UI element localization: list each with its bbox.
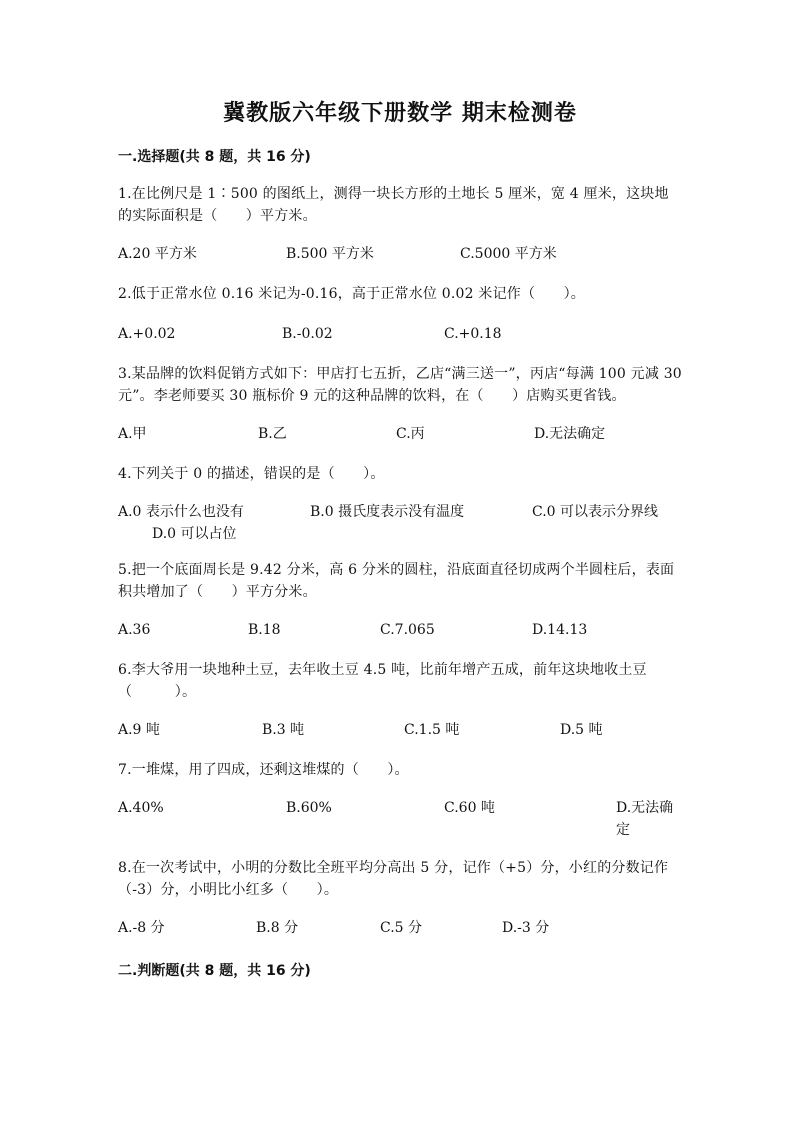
option-d[interactable]: D.-3 分 xyxy=(502,920,550,936)
option-a[interactable]: A.甲 xyxy=(118,426,147,442)
question-6 xyxy=(118,659,682,741)
question-stem: 5.把一个底面周长是 9.42 分米，高 6 分米的圆柱，沿底面直径切成两个半圆柱后，表面积共增加了（ ）平方分米。 xyxy=(118,562,675,600)
option-b[interactable]: B.3 吨 xyxy=(262,722,305,738)
option-a[interactable]: A.36 xyxy=(118,622,151,638)
option-c[interactable]: C.丙 xyxy=(396,426,425,442)
option-b[interactable]: B.0 摄氏度表示没有温度 xyxy=(310,504,465,520)
question-1 xyxy=(118,183,682,265)
option-a[interactable]: A.40% xyxy=(118,800,164,816)
option-b[interactable]: B.18 xyxy=(248,622,281,638)
option-b[interactable]: B.60% xyxy=(286,800,332,816)
option-row xyxy=(118,501,682,545)
section-heading-judgment: 二.判断题(共 8 题，共 16 分) xyxy=(118,963,311,979)
option-row xyxy=(118,797,682,841)
section-heading-choice: 一.选择题(共 8 题，共 16 分) xyxy=(118,149,311,165)
option-b[interactable]: B.500 平方米 xyxy=(286,246,374,262)
question-stem: 7.一堆煤，用了四成，还剩这堆煤的（ ）。 xyxy=(118,762,409,778)
option-d[interactable]: D.14.13 xyxy=(532,622,588,638)
option-c[interactable]: C.+0.18 xyxy=(444,326,502,342)
question-7 xyxy=(118,759,682,841)
option-a[interactable]: A.+0.02 xyxy=(118,326,176,342)
option-c[interactable]: C.0 可以表示分界线 xyxy=(532,504,659,520)
question-stem: 1.在比例尺是 1∶500 的图纸上，测得一块长方形的土地长 5 厘米，宽 4 厘米，这块地的实际面积是（ ）平方米。 xyxy=(118,186,669,224)
option-row xyxy=(118,243,682,265)
option-row xyxy=(118,917,682,939)
option-c[interactable]: C.5 分 xyxy=(380,920,423,936)
question-2 xyxy=(118,283,682,345)
page-title: 冀教版六年级下册数学 期末检测卷 xyxy=(223,101,577,126)
option-c[interactable]: C.60 吨 xyxy=(444,800,495,816)
option-a[interactable]: A.0 表示什么也没有 xyxy=(118,504,244,520)
question-stem: 3.某品牌的饮料促销方式如下：甲店打七五折，乙店“满三送一”，丙店“每满 100 元减 30 元”。李老师要买 30 瓶标价 9 元的这种品牌的饮料，在（ ）店购买更省钱。 xyxy=(118,366,682,404)
option-d[interactable]: D.无法确定 xyxy=(616,800,674,838)
question-5 xyxy=(118,559,682,641)
option-c[interactable]: C.1.5 吨 xyxy=(404,722,460,738)
option-a[interactable]: A.20 平方米 xyxy=(118,246,197,262)
option-d[interactable]: D.0 可以占位 xyxy=(152,526,237,542)
option-a[interactable]: A.9 吨 xyxy=(118,722,160,738)
option-c[interactable]: C.7.065 xyxy=(380,622,435,638)
question-8 xyxy=(118,857,682,939)
option-row xyxy=(118,619,682,641)
option-row xyxy=(118,719,682,741)
option-row xyxy=(118,423,682,445)
option-c[interactable]: C.5000 平方米 xyxy=(460,246,557,262)
question-stem: 2.低于正常水位 0.16 米记为-0.16，高于正常水位 0.02 米记作（ ）。 xyxy=(118,286,586,302)
question-3 xyxy=(118,363,682,445)
option-row xyxy=(118,323,682,345)
option-d[interactable]: D.无法确定 xyxy=(534,426,606,442)
option-a[interactable]: A.-8 分 xyxy=(118,920,165,936)
question-stem: 6.李大爷用一块地种土豆，去年收土豆 4.5 吨，比前年增产五成，前年这块地收土豆（ ）。 xyxy=(118,662,647,700)
option-b[interactable]: B.乙 xyxy=(258,426,287,442)
option-b[interactable]: B.8 分 xyxy=(256,920,299,936)
question-4 xyxy=(118,463,682,545)
question-stem: 4.下列关于 0 的描述，错误的是（ ）。 xyxy=(118,466,385,482)
option-b[interactable]: B.-0.02 xyxy=(282,326,333,342)
option-d[interactable]: D.5 吨 xyxy=(560,722,603,738)
question-stem: 8.在一次考试中，小明的分数比全班平均分高出 5 分，记作（+5）分，小红的分数记作（-3）分，小明比小红多（ ）。 xyxy=(118,860,669,898)
